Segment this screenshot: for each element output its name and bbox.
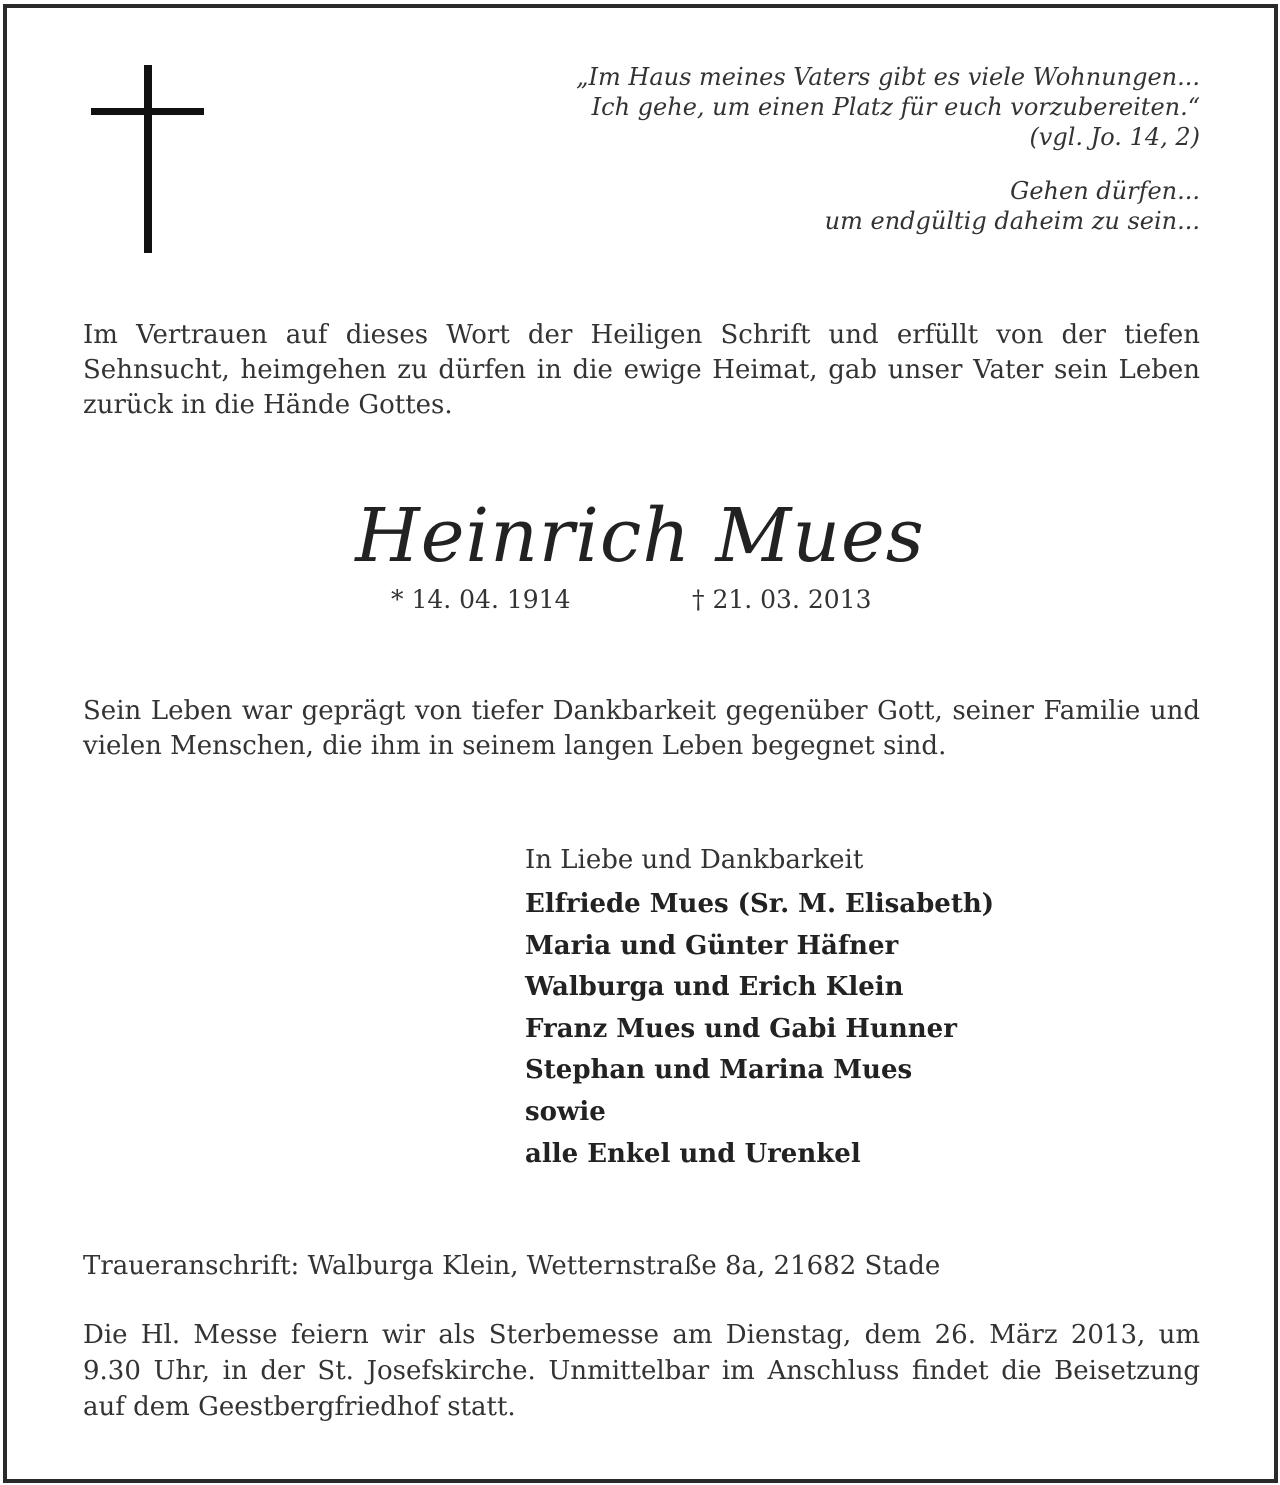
mourner-name: alle Enkel und Urenkel [525,1138,861,1169]
quote-spacer [480,152,1200,176]
mourner-name: sowie [525,1096,606,1127]
quote-line-1: „Im Haus meines Vaters gibt es viele Wohnungen... [576,63,1200,91]
cross-vertical-bar [144,65,152,253]
mourner-name: Elfriede Mues (Sr. M. Elisabeth) [525,889,995,919]
funeral-mass-paragraph: Die Hl. Messe feiern wir als Sterbemesse am Dienstag, dem 26. März 2013, um 9.30 Uhr, in der St. Josefskirche. Unmittelbar im Anschluss findet die Beisetzung auf dem Geestbergfriedhof statt. [83,1320,1200,1422]
mourner-name: Walburga und Erich Klein [525,972,904,1003]
mourner-name: Stephan und Marina Mues [525,1055,913,1086]
birth-date: * 14. 04. 1914 [391,585,571,614]
mourner-name: Maria und Günter Häfner [525,930,899,961]
mourning-address: Traueranschrift: Walburga Klein, Wetternstraße 8a, 21682 Stade [83,1251,941,1281]
death-date: † 21. 03. 2013 [692,585,872,614]
mourner-list [525,884,994,1175]
cross-horizontal-bar [91,108,204,115]
life-paragraph: Sein Leben war geprägt von tiefer Dankbarkeit gegenüber Gott, seiner Familie und vielen Menschen, die ihm in seinem langen Leben begegnet sind. [83,696,1200,761]
bible-quote [480,62,1200,236]
signoff-line: In Liebe und Dankbarkeit [525,845,864,875]
quote-line-4: um endgültig daheim zu sein... [824,207,1200,235]
quote-line-3: Gehen dürfen... [1010,177,1200,205]
deceased-name: Heinrich Mues [355,493,925,579]
quote-reference: (vgl. Jo. 14, 2) [1029,123,1200,151]
mourner-name: Franz Mues und Gabi Hunner [525,1013,957,1044]
intro-paragraph: Im Vertrauen auf dieses Wort der Heiligen Schrift und erfüllt von der tiefen Sehnsucht, heimgehen zu dürfen in die ewige Heimat, gab unser Vater sein Leben zurück in die Hände Gottes. [83,320,1200,420]
quote-line-2: Ich gehe, um einen Platz für euch vorzubereiten.“ [591,93,1200,121]
